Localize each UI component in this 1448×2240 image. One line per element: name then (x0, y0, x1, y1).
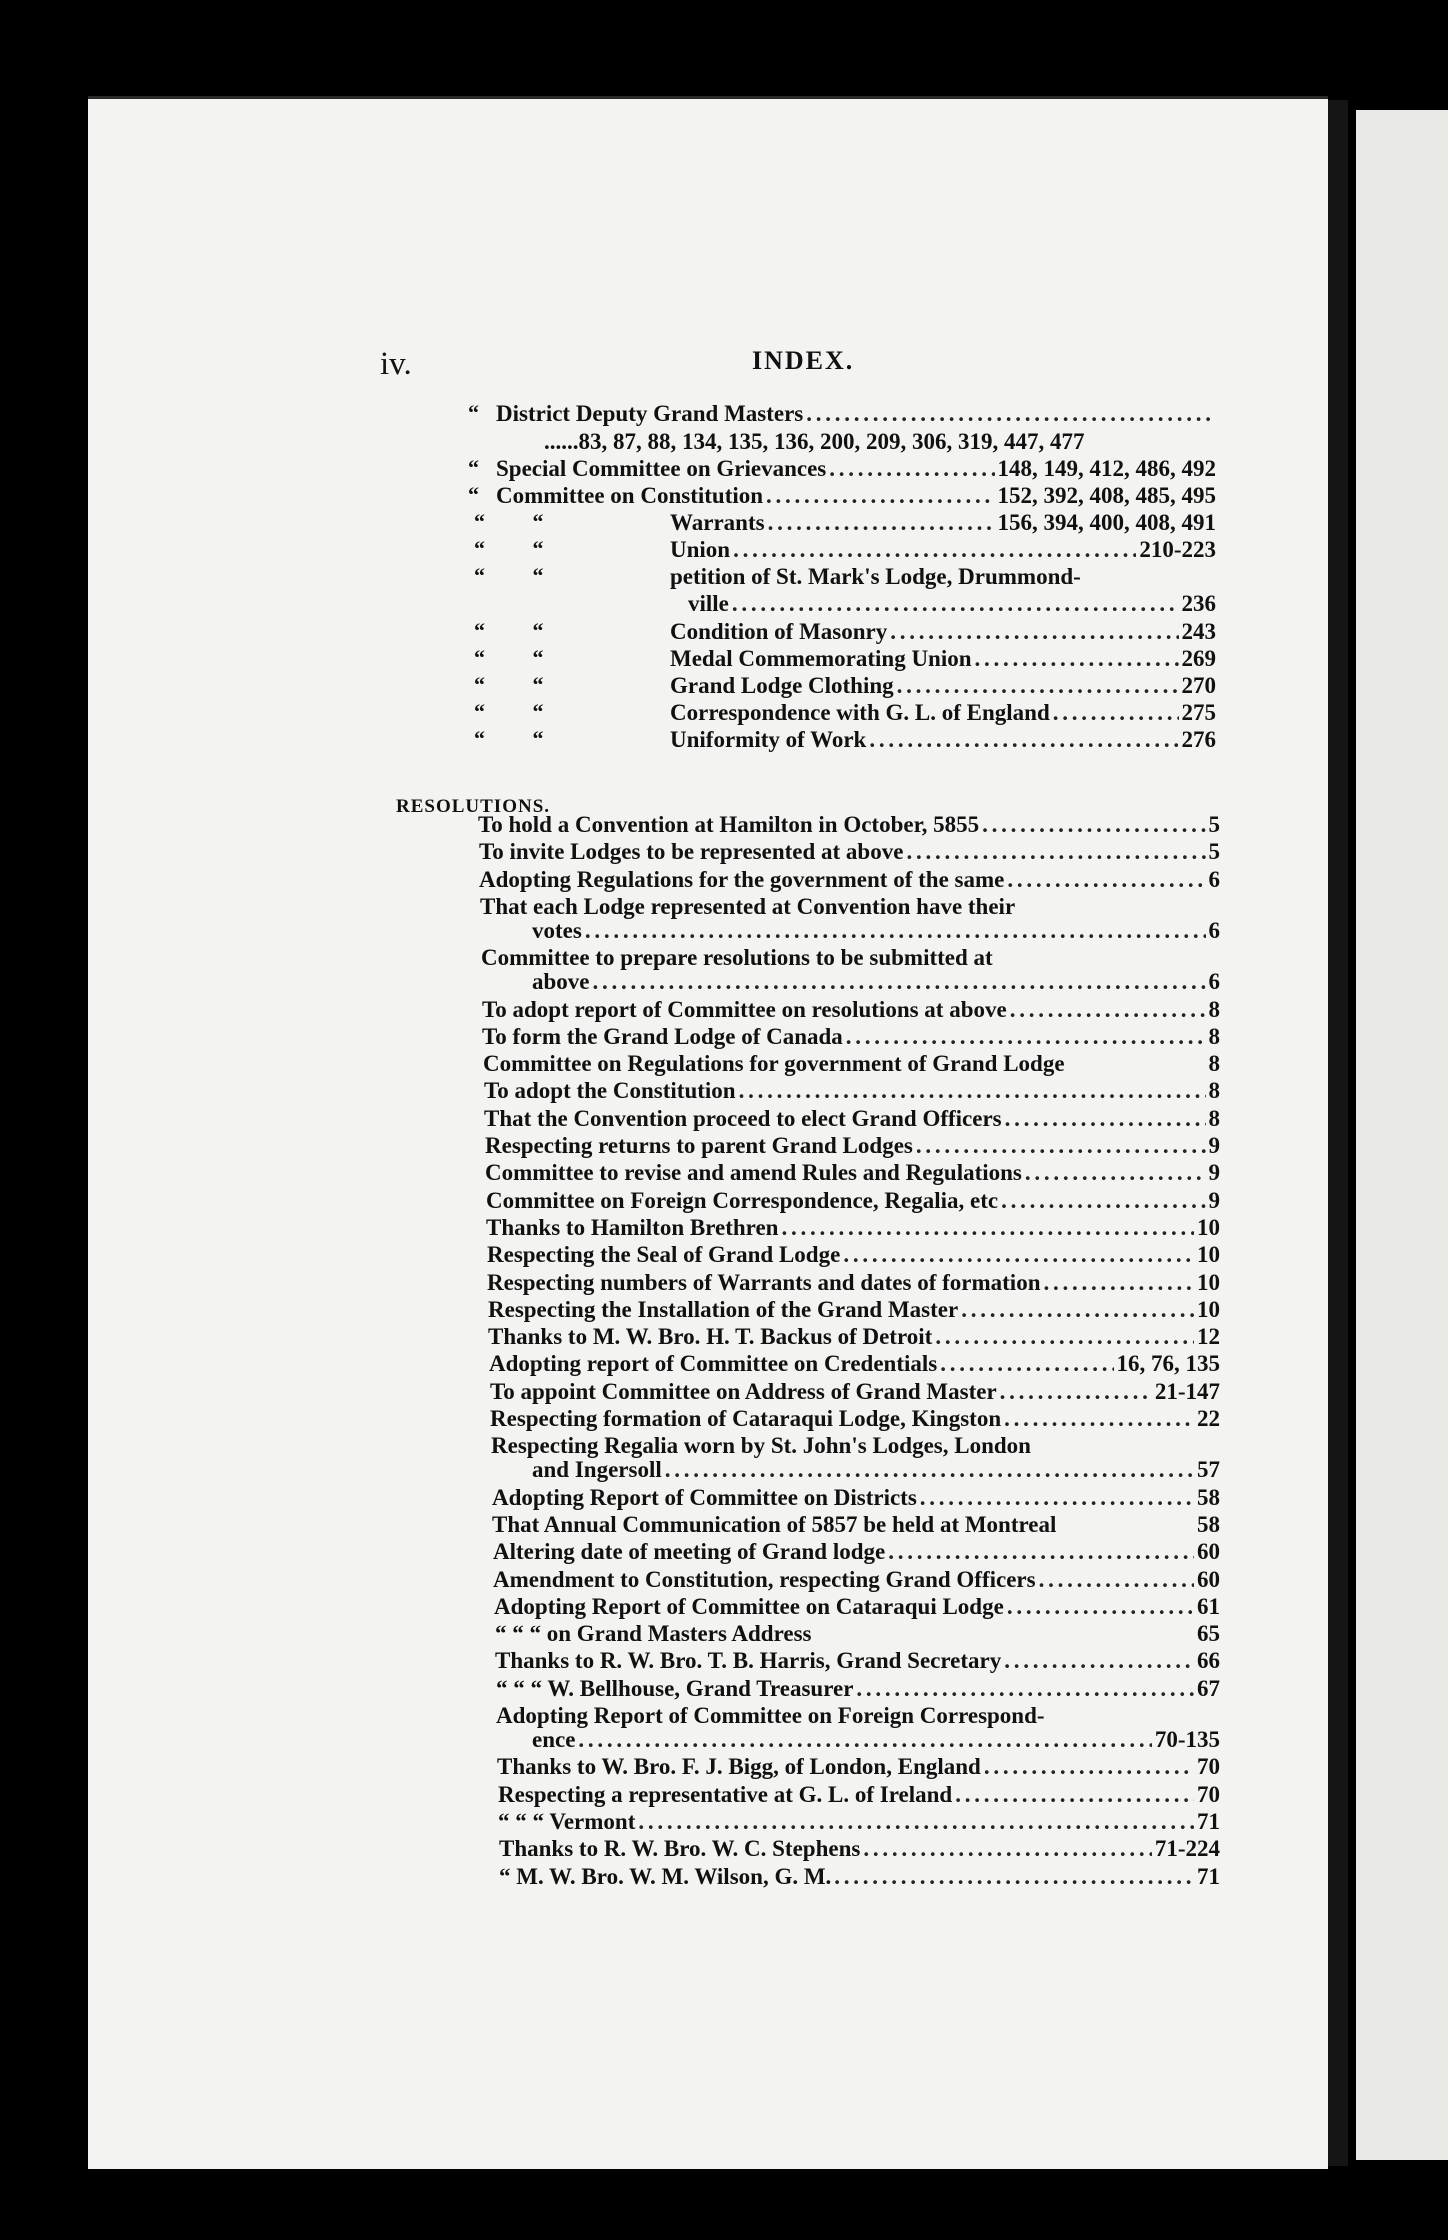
dot-leader (856, 1675, 1194, 1702)
index-entry-text: Adopting Report of Committee on Foreign Correspond- (496, 1703, 1045, 1728)
dot-leader (1004, 1405, 1194, 1432)
index-entry-pages: 8 (1208, 996, 1220, 1022)
index-entry-pages: 16, 76, 135 (1116, 1351, 1220, 1377)
index-entry-pages: 66 (1197, 1648, 1220, 1674)
index-entry-pages: 71-224 (1154, 1836, 1220, 1862)
index-entry-text: Condition of Masonry (670, 619, 888, 644)
ditto-mark: “ “ (474, 672, 544, 697)
index-entry-text: ence (532, 1727, 576, 1752)
index-entry-pages: 8 (1208, 1105, 1220, 1131)
index-entry-pages: 8 (1208, 1023, 1220, 1049)
index-entry-text: Altering date of meeting of Grand lodge (493, 1539, 886, 1565)
index-entry (670, 536, 1216, 563)
index-entry-pages: 236 (1181, 591, 1216, 616)
index-entry-text: To hold a Convention at Hamilton in October, 5855 (478, 812, 980, 837)
dot-leader (665, 1456, 1194, 1483)
dot-leader (935, 1323, 1194, 1350)
index-entry-pages: 61 (1197, 1593, 1220, 1619)
index-entry-pages: 152, 392, 408, 485, 495 (997, 483, 1216, 508)
index-entry-text: petition of St. Mark's Lodge, Drummond- (670, 564, 1081, 589)
dot-leader (1000, 1378, 1152, 1405)
index-entry-text: Respecting the Seal of Grand Lodge (487, 1242, 841, 1268)
index-entry-text: “ “ “ Vermont (498, 1808, 636, 1834)
index-entry (490, 1378, 1220, 1405)
dot-leader (1001, 1187, 1205, 1214)
resolutions-heading: RESOLUTIONS. (396, 796, 551, 817)
index-entry-text: That the Convention proceed to elect Grand Officers (484, 1105, 1002, 1131)
dot-leader (1053, 699, 1179, 726)
index-entry-pages: 70 (1197, 1754, 1220, 1780)
index-entry (492, 1511, 1220, 1538)
page-gutter (1328, 100, 1348, 2166)
index-entry (532, 1456, 1220, 1483)
ditto-mark: “ “ (474, 699, 544, 724)
index-entry (486, 1214, 1220, 1241)
index-entry (488, 1296, 1220, 1323)
index-entry-pages: 276 (1181, 727, 1216, 752)
ditto-mark: “ “ (474, 536, 544, 561)
ditto-mark: “ “ (474, 563, 544, 588)
index-entry (498, 1808, 1220, 1835)
index-entry (496, 400, 1216, 427)
index-entry-pages: 65 (1197, 1621, 1220, 1647)
index-entry-text: above (532, 969, 590, 995)
index-entry (688, 590, 1216, 617)
dot-leader (863, 1835, 1152, 1862)
index-entry-text: Committee on Foreign Correspondence, Regalia, etc (486, 1187, 999, 1213)
index-entry (670, 726, 1216, 753)
index-entry-pages: 270 (1181, 673, 1216, 698)
dot-leader (593, 968, 1206, 995)
index-entry-pages: 10 (1197, 1214, 1220, 1240)
index-entry (485, 1132, 1220, 1159)
index-entry (489, 1350, 1220, 1377)
index-entry-text: Committee to prepare resolutions to be submitted at (481, 945, 993, 971)
index-entry-text: Respecting formation of Cataraqui Lodge, Kingston (490, 1406, 1002, 1431)
index-entry (482, 996, 1220, 1023)
dot-leader (961, 1296, 1194, 1323)
index-entry (487, 1241, 1220, 1268)
index-entry (495, 1647, 1220, 1674)
index-entry-text: Committee on Constitution (496, 483, 764, 508)
index-entry (490, 1405, 1220, 1432)
ditto-mark: “ (468, 482, 479, 507)
index-entry-pages: 8 (1208, 1051, 1220, 1077)
index-entry (482, 1023, 1220, 1050)
index-entry-pages: 10 (1197, 1269, 1220, 1295)
dot-leader (1005, 1105, 1206, 1132)
index-entry-pages: 58 (1197, 1511, 1220, 1537)
index-entry (670, 563, 1216, 590)
index-entry-text: ville (688, 591, 729, 616)
index-entry-text: ......83, 87, 88, 134, 135, 136, 200, 209, 306, 319, 447, 477 (544, 429, 1085, 454)
index-entry-pages: 6 (1208, 917, 1220, 943)
index-entry-pages: 243 (1181, 619, 1216, 644)
index-entry-text: and Ingersoll (532, 1457, 662, 1483)
ditto-mark: “ (468, 455, 479, 480)
index-entry (485, 1159, 1220, 1186)
index-entry (491, 1432, 1220, 1459)
index-entry (484, 1105, 1220, 1132)
index-entry-text: “ “ “ W. Bellhouse, Grand Treasurer (496, 1675, 854, 1701)
index-entry-pages: 22 (1197, 1406, 1220, 1431)
index-entry (496, 1702, 1220, 1729)
index-entry-text: To adopt the Constitution (484, 1078, 736, 1104)
dot-leader (906, 838, 1205, 865)
dot-leader (638, 1808, 1194, 1835)
index-entry-pages: 5 (1208, 812, 1220, 837)
index-entry (544, 428, 1216, 455)
index-entry-text: That each Lodge represented at Convention have their (480, 893, 1016, 919)
dot-leader (829, 455, 994, 482)
dot-leader (768, 509, 995, 536)
index-entry-text: Adopting Report of Committee on Cataraqui Lodge (494, 1593, 1004, 1619)
dot-leader (585, 917, 1206, 944)
index-entry-pages: 58 (1197, 1484, 1220, 1510)
index-entry-pages: 70-135 (1154, 1727, 1220, 1752)
dot-leader (1043, 1269, 1194, 1296)
dot-leader (984, 1753, 1194, 1780)
ditto-mark: “ “ (474, 726, 544, 751)
dot-leader (869, 726, 1178, 753)
index-entry-text: votes (532, 917, 582, 943)
dot-leader (890, 618, 1178, 645)
dot-leader (846, 1023, 1206, 1050)
dot-leader (834, 1863, 1194, 1890)
dot-leader (766, 482, 994, 509)
index-entry-text: Respecting numbers of Warrants and dates of formation (487, 1269, 1041, 1295)
index-entry (484, 1077, 1220, 1104)
dot-leader (955, 1781, 1194, 1808)
dot-leader (739, 1077, 1206, 1104)
index-entry-text: Special Committee on Grievances (496, 456, 827, 481)
index-entry (670, 672, 1216, 699)
index-entry (486, 1187, 1220, 1214)
index-entry-pages: 71 (1197, 1808, 1220, 1834)
index-entry-text: Respecting returns to parent Grand Lodges (485, 1133, 913, 1158)
index-entry-pages: 9 (1208, 1187, 1220, 1213)
index-entry-pages: 71 (1197, 1863, 1220, 1889)
dot-leader (1007, 866, 1205, 893)
index-entry (483, 1050, 1220, 1077)
index-entry-text: Medal Commemorating Union (670, 646, 972, 671)
index-entry-pages: 5 (1208, 839, 1220, 865)
index-entry-pages: 148, 149, 412, 486, 492 (997, 456, 1216, 481)
index-entry-text: Thanks to M. W. Bro. H. T. Backus of Detroit (488, 1324, 933, 1350)
index-entry (532, 917, 1220, 944)
index-entry-text: Adopting Regulations for the government of the same (479, 866, 1005, 892)
index-entry (493, 1538, 1220, 1565)
dot-leader (1007, 1593, 1194, 1620)
index-entry (487, 1269, 1220, 1296)
dot-leader (1010, 996, 1206, 1023)
dot-leader (920, 1484, 1194, 1511)
index-entry (498, 1781, 1220, 1808)
dot-leader (982, 811, 1205, 838)
dot-leader (916, 1132, 1206, 1159)
index-entry-text: Union (670, 537, 731, 562)
index-entry-text: Grand Lodge Clothing (670, 673, 894, 698)
index-entry-pages: 10 (1197, 1242, 1220, 1268)
adjacent-page (1356, 110, 1448, 2160)
index-entry (496, 455, 1216, 482)
index-entry (670, 509, 1216, 536)
index-entry-pages: 12 (1197, 1324, 1220, 1350)
index-entry-pages: 9 (1208, 1133, 1220, 1158)
index-entry-pages: 156, 394, 400, 408, 491 (997, 510, 1216, 535)
page-title: INDEX. (752, 346, 855, 375)
index-entry-text: Adopting Report of Committee on Districts (492, 1484, 917, 1510)
index-entry-pages: 275 (1181, 700, 1216, 725)
index-entry-text: Warrants (670, 510, 765, 535)
index-entry (479, 838, 1220, 865)
index-entry-text: Uniformity of Work (670, 727, 867, 752)
index-entry (492, 1484, 1220, 1511)
index-entry-text: That Annual Communication of 5857 be held at Montreal (492, 1511, 1057, 1537)
index-entry (481, 944, 1220, 971)
index-entry (478, 811, 1220, 838)
index-entry-pages: 57 (1197, 1457, 1220, 1483)
dot-leader (806, 400, 1213, 427)
index-entry-text: Adopting report of Committee on Credentials (489, 1351, 938, 1377)
index-entry-text: To appoint Committee on Address of Grand Master (490, 1378, 997, 1404)
index-entry-text: “ “ “ on Grand Masters Address (495, 1621, 812, 1647)
index-entry (488, 1323, 1220, 1350)
index-entry-text: Thanks to R. W. Bro. W. C. Stephens (499, 1836, 861, 1862)
index-entry (532, 1726, 1220, 1753)
index-entry-text: Amendment to Constitution, respecting Grand Officers (493, 1566, 1036, 1592)
index-entry-text: Correspondence with G. L. of England (670, 700, 1050, 725)
ditto-mark: “ “ (474, 645, 544, 670)
dot-leader (843, 1241, 1194, 1268)
dot-leader (975, 645, 1179, 672)
index-entry-text: Respecting the Installation of the Grand Master (488, 1296, 959, 1322)
index-entry (670, 618, 1216, 645)
index-entry-text: To form the Grand Lodge of Canada (482, 1023, 843, 1049)
index-entry (480, 893, 1220, 920)
index-entry (479, 866, 1220, 893)
ditto-mark: “ “ (474, 509, 544, 534)
dot-leader (940, 1350, 1113, 1377)
dot-leader (578, 1726, 1151, 1753)
index-entry (532, 968, 1220, 995)
index-entry-text: District Deputy Grand Masters (496, 401, 804, 426)
dot-leader (781, 1214, 1194, 1241)
index-entry-text: Committee on Regulations for government of Grand Lodge (483, 1051, 1065, 1077)
dot-leader (1004, 1647, 1194, 1674)
index-entry (499, 1835, 1220, 1862)
index-entry-text: To adopt report of Committee on resolutions at above (482, 996, 1007, 1022)
index-entry-pages: 210-223 (1139, 537, 1216, 562)
dot-leader (733, 536, 1136, 563)
index-entry (670, 645, 1216, 672)
dot-leader (1039, 1566, 1194, 1593)
index-entry (496, 482, 1216, 509)
index-entry (495, 1620, 1220, 1647)
index-entry (493, 1566, 1220, 1593)
index-entry-text: Respecting Regalia worn by St. John's Lodges, London (491, 1433, 1031, 1459)
index-entry-pages: 10 (1197, 1296, 1220, 1322)
ditto-mark: “ (468, 400, 479, 425)
index-entry-text: Committee to revise and amend Rules and Regulations (485, 1160, 1022, 1186)
dot-leader (732, 590, 1179, 617)
index-entry (670, 699, 1216, 726)
index-entry-pages: 21-147 (1154, 1378, 1220, 1404)
index-entry-pages: 9 (1208, 1160, 1220, 1186)
index-entry-pages: 60 (1197, 1539, 1220, 1565)
dot-leader (888, 1538, 1194, 1565)
dot-leader (1025, 1159, 1206, 1186)
index-entry (496, 1675, 1220, 1702)
index-entry (499, 1863, 1220, 1890)
index-entry-pages: 6 (1208, 866, 1220, 892)
ditto-mark: “ “ (474, 618, 544, 643)
index-entry (494, 1593, 1220, 1620)
index-entry-text: Respecting a representative at G. L. of Ireland (498, 1781, 953, 1807)
index-entry-pages: 6 (1208, 969, 1220, 995)
index-entry (497, 1753, 1220, 1780)
page-folio: iv. (380, 346, 412, 382)
index-entry-text: “ M. W. Bro. W. M. Wilson, G. M. (499, 1863, 832, 1889)
index-entry-text: Thanks to Hamilton Brethren (486, 1214, 779, 1240)
index-entry-pages: 70 (1197, 1781, 1220, 1807)
dot-leader (897, 672, 1179, 699)
index-entry-text: Thanks to W. Bro. F. J. Bigg, of London, England (497, 1754, 981, 1780)
index-entry-pages: 269 (1181, 646, 1216, 671)
index-entry-pages: 67 (1197, 1675, 1220, 1701)
index-entry-text: To invite Lodges to be represented at above (479, 839, 904, 865)
index-entry-pages: 8 (1208, 1078, 1220, 1104)
index-entry-text: Thanks to R. W. Bro. T. B. Harris, Grand Secretary (495, 1648, 1002, 1674)
index-entry-pages: 60 (1197, 1566, 1220, 1592)
